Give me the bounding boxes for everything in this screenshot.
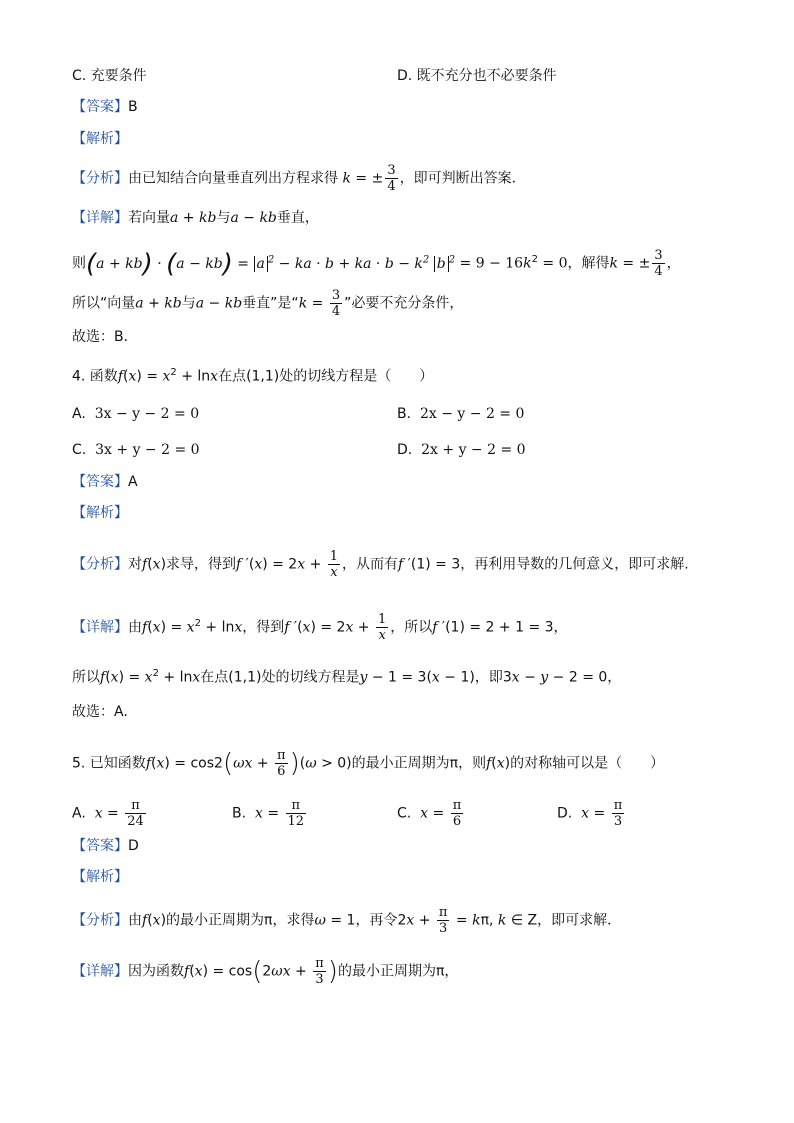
q3-option-d: D. 既不充分也不必要条件: [397, 68, 557, 84]
q4-option-d: D. 2x + y − 2 = 0: [397, 442, 526, 458]
q4-choose: 故选：A.: [72, 704, 128, 720]
q4-option-c: C. 3x + y − 2 = 0: [72, 442, 200, 458]
q3-xiangjie-line2: 则(a + kb) · (a − kb) = a $^2$ − ka · b + ka · $b - k^2$ b $^2 = 9 - 16k^2 = 0$，解得k = ± $\frac{3}{4}$ ，: [72, 248, 681, 279]
q5-answer: 【答案】D: [72, 838, 139, 854]
q3-choose: 故选：B．: [72, 329, 138, 345]
q5-option-d: D. x = $\frac{\pi}{3}$: [557, 798, 623, 829]
q5-fenxi: 【分析】由f(x)的最小正周期为π，求得ω = 1，再令2x + $\frac{\pi}{3}$ = kπ, k ∈ Z，即可求解．: [72, 905, 622, 936]
q4-answer: 【答案】A: [72, 474, 138, 490]
q4-xiangjie-line2: 所以$f(x) = x^2 + \ln x$在点(1,1)处的切线方程是y − 1 = 3(x − 1)，即3x − y − 2 = 0，: [72, 668, 622, 686]
q3-fenxi: 【分析】由已知结合向量垂直列出方程求得 k = ± $\frac{3}{4}$ ，即可判断出答案．: [72, 163, 526, 194]
q5-option-c: C. x = $\frac{\pi}{6}$: [397, 798, 462, 829]
q4-analysis-heading: 【解析】: [72, 505, 128, 521]
q4-option-a: A. 3x − y − 2 = 0: [72, 406, 200, 422]
q5-xiangjie: 【详解】因为函数f(x) = cos(2ωx + $\frac{\pi}{3}$ )的最小正周期为π，: [72, 956, 459, 987]
q3-analysis-heading: 【解析】: [72, 131, 128, 147]
q5-option-a: A. x = $\frac{\pi}{24}$: [72, 798, 144, 829]
q4-xiangjie-line1: 【详解】由$f(x) = x^2 + \ln x$，得到f ′(x) = 2x + $\frac{1}{x}$ ，所以f ′(1) = 2 + 1 = 3，: [72, 612, 568, 643]
q3-xiangjie-line3: 所以“向量a + kb与a − kb垂直”是“k = $\frac{3}{4}$ ”必要不充分条件，: [72, 288, 464, 319]
q5-option-b: B. x = $\frac{\pi}{12}$: [232, 798, 305, 829]
q3-answer: 【答案】B: [72, 99, 138, 115]
q5-analysis-heading: 【解析】: [72, 869, 128, 885]
q5-stem: 5. 已知函数f(x) = cos2(ωx + $\frac{\pi}{6}$ )(ω > 0)的最小正周期为π，则f(x)的对称轴可以是（ ）: [72, 748, 665, 779]
q4-stem: 4. 函数$f(x) = x^2 + \ln x$在点(1,1)处的切线方程是（ ）: [72, 367, 434, 385]
q4-option-b: B. 2x − y − 2 = 0: [397, 406, 525, 422]
q4-fenxi: 【分析】对f(x)求导，得到f ′(x) = 2x + $\frac{1}{x}$ ，从而有f ′(1) = 3，再利用导数的几何意义，即可求解.: [72, 549, 689, 580]
q3-option-c: C. 充要条件: [72, 68, 147, 84]
q3-xiangjie-line1: 【详解】若向量a + kb与a − kb垂直，: [72, 210, 319, 226]
